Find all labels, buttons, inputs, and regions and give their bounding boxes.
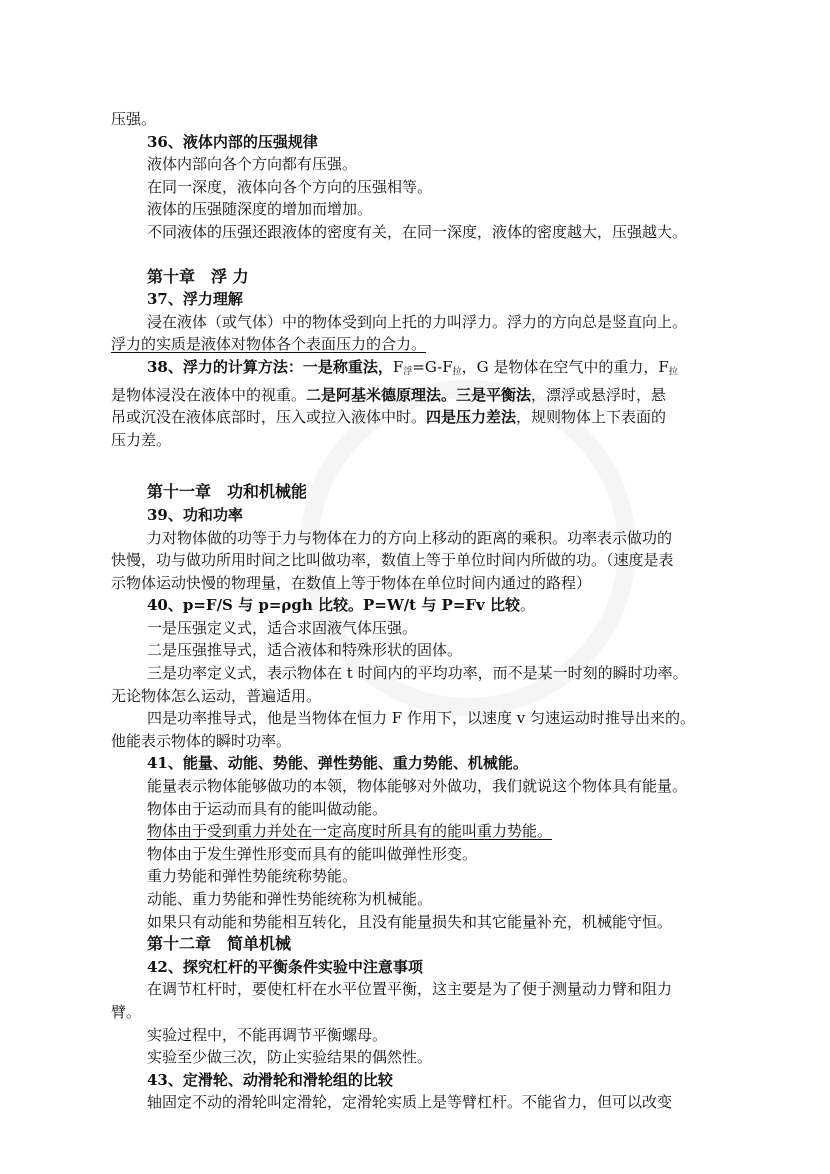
text-line: 物体由于运动而具有的能叫做动能。 xyxy=(147,799,388,818)
bold-text: 40、p=F/S 与 p=ρgh 比较。 xyxy=(147,596,363,615)
text-line: 浸在液体（或气体）中的物体受到向上托的力叫浮力。浮力的方向总是竖直向上。 xyxy=(147,312,688,331)
text-line: 一是压强定义式，适合求固液气体压强。 xyxy=(147,618,418,637)
text-line: 他能表示物体的瞬时功率。 xyxy=(111,731,292,750)
text-line: 在同一深度，液体向各个方向的压强相等。 xyxy=(147,177,433,196)
text-part: ，漂浮或悬浮时，悬 xyxy=(531,385,667,404)
bold-text: 三是平衡法 xyxy=(456,385,532,404)
formula-part: =G-F xyxy=(412,357,453,376)
text-line: 液体的压强随深度的增加而增加。 xyxy=(147,200,373,219)
chapter-11-heading: 第十一章 功和机械能 xyxy=(147,482,308,502)
text-line: 物体由于发生弹性形变而具有的能叫做弹性形变。 xyxy=(147,844,478,863)
section-38-heading: 38、浮力的计算方法：一是称重法， xyxy=(147,357,393,376)
subscript: 拉 xyxy=(668,366,678,377)
text-line: 不同液体的压强还跟液体的密度有关，在同一深度，液体的密度越大，压强越大。 xyxy=(147,222,688,241)
bold-text: 二是阿基米德原理法。 xyxy=(306,385,457,404)
bold-text: 四是压力差法 xyxy=(426,408,517,427)
text-line: 力对物体做的功等于力与物体在力的方向上移动的距离的乘积。功率表示做功的 xyxy=(147,528,673,547)
text-part: ，规则物体上下表面的 xyxy=(516,408,667,427)
underlined-line xyxy=(111,820,737,843)
section-42-heading: 42、探究杠杆的平衡条件实验中注意事项 xyxy=(147,957,423,976)
section-37-heading: 37、浮力理解 xyxy=(147,290,243,309)
text-line: 无论物体怎么运动，普遍适用。 xyxy=(111,686,322,705)
text-part: 。 xyxy=(519,596,535,615)
text-line: 压力差。 xyxy=(111,430,172,449)
text-line: 四是功率推导式，他是当物体在恒力 F 作用下，以速度 v 匀速运动时推导出来的。 xyxy=(147,709,695,728)
section-36-heading: 36、液体内部的压强规律 xyxy=(147,132,318,151)
text-line: 快慢，功与做功所用时间之比叫做功率，数值上等于单位时间内所做的功。（速度是表 xyxy=(111,551,674,570)
text-line: 动能、重力势能和弹性势能统称为机械能。 xyxy=(147,890,433,908)
section-40-heading xyxy=(111,594,737,617)
chapter-10-heading: 第十章 浮 力 xyxy=(147,266,249,286)
text-line: 液体内部向各个方向都有压强。 xyxy=(147,155,358,174)
section-39-heading: 39、功和功率 xyxy=(147,505,243,524)
text-line: 二是压强推导式，适合液体和特殊形状的固体。 xyxy=(147,641,463,660)
text-line: 示物体运动快慢的物理量，在数值上等于物体在单位时间内通过的路程） xyxy=(111,573,592,592)
text-line: 如果只有动能和势能相互转化，且没有能量损失和其它能量补充，机械能守恒。 xyxy=(147,912,673,931)
text-line: 三是功率定义式，表示物体在 t 时间内的平均功率，而不是某一时刻的瞬时功率。 xyxy=(147,664,688,683)
underlined-line xyxy=(111,333,737,356)
section-41-heading: 41、能量、动能、势能、弹性势能、重力势能、机械能。 xyxy=(147,754,528,773)
text-line: 实验过程中，不能再调节平衡螺母。 xyxy=(147,1025,388,1044)
chapter-12-heading: 第十二章 简单机械 xyxy=(147,934,292,954)
text-line: 能量表示物体能够做功的本领，物体能够对外做功，我们就说这个物体具有能量。 xyxy=(147,777,688,796)
text-line xyxy=(111,406,737,429)
underlined-text: 物体由于受到重力并处在一定高度时所具有的能叫重力势能。 xyxy=(147,822,553,841)
subscript: 浮 xyxy=(403,366,413,377)
text-part: 吊或沉没在液体底部时，压入或拉入液体中时。 xyxy=(111,408,427,427)
text-line: 轴固定不动的滑轮叫定滑轮，定滑轮实质上是等臂杠杆。不能省力，但可以改变 xyxy=(147,1093,673,1112)
text-line: 压强。 xyxy=(111,110,157,128)
text-line: 在调节杠杆时，要使杠杆在水平位置平衡，这主要是为了便于测量动力臂和阻力 xyxy=(147,980,673,999)
text-part: ，G 是物体在空气中的重力，F xyxy=(461,357,669,376)
document-page xyxy=(111,108,737,1114)
text-part: 是物体浸没在液体中的视重。 xyxy=(111,385,307,404)
text-line xyxy=(111,384,737,407)
subscript: 拉 xyxy=(452,366,462,377)
bold-text: P=W/t 与 P=Fv 比较 xyxy=(363,596,520,615)
text-line: 实验至少做三次，防止实验结果的偶然性。 xyxy=(147,1048,433,1067)
text-line: 重力势能和弹性势能统称势能。 xyxy=(147,867,358,886)
formula-part: F xyxy=(392,357,404,376)
underlined-text: 浮力的实质是液体对物体各个表面压力的合力。 xyxy=(111,335,427,354)
section-43-heading: 43、定滑轮、动滑轮和滑轮组的比较 xyxy=(147,1070,393,1089)
section-38-line xyxy=(111,356,737,384)
text-line: 臂。 xyxy=(111,1002,142,1021)
